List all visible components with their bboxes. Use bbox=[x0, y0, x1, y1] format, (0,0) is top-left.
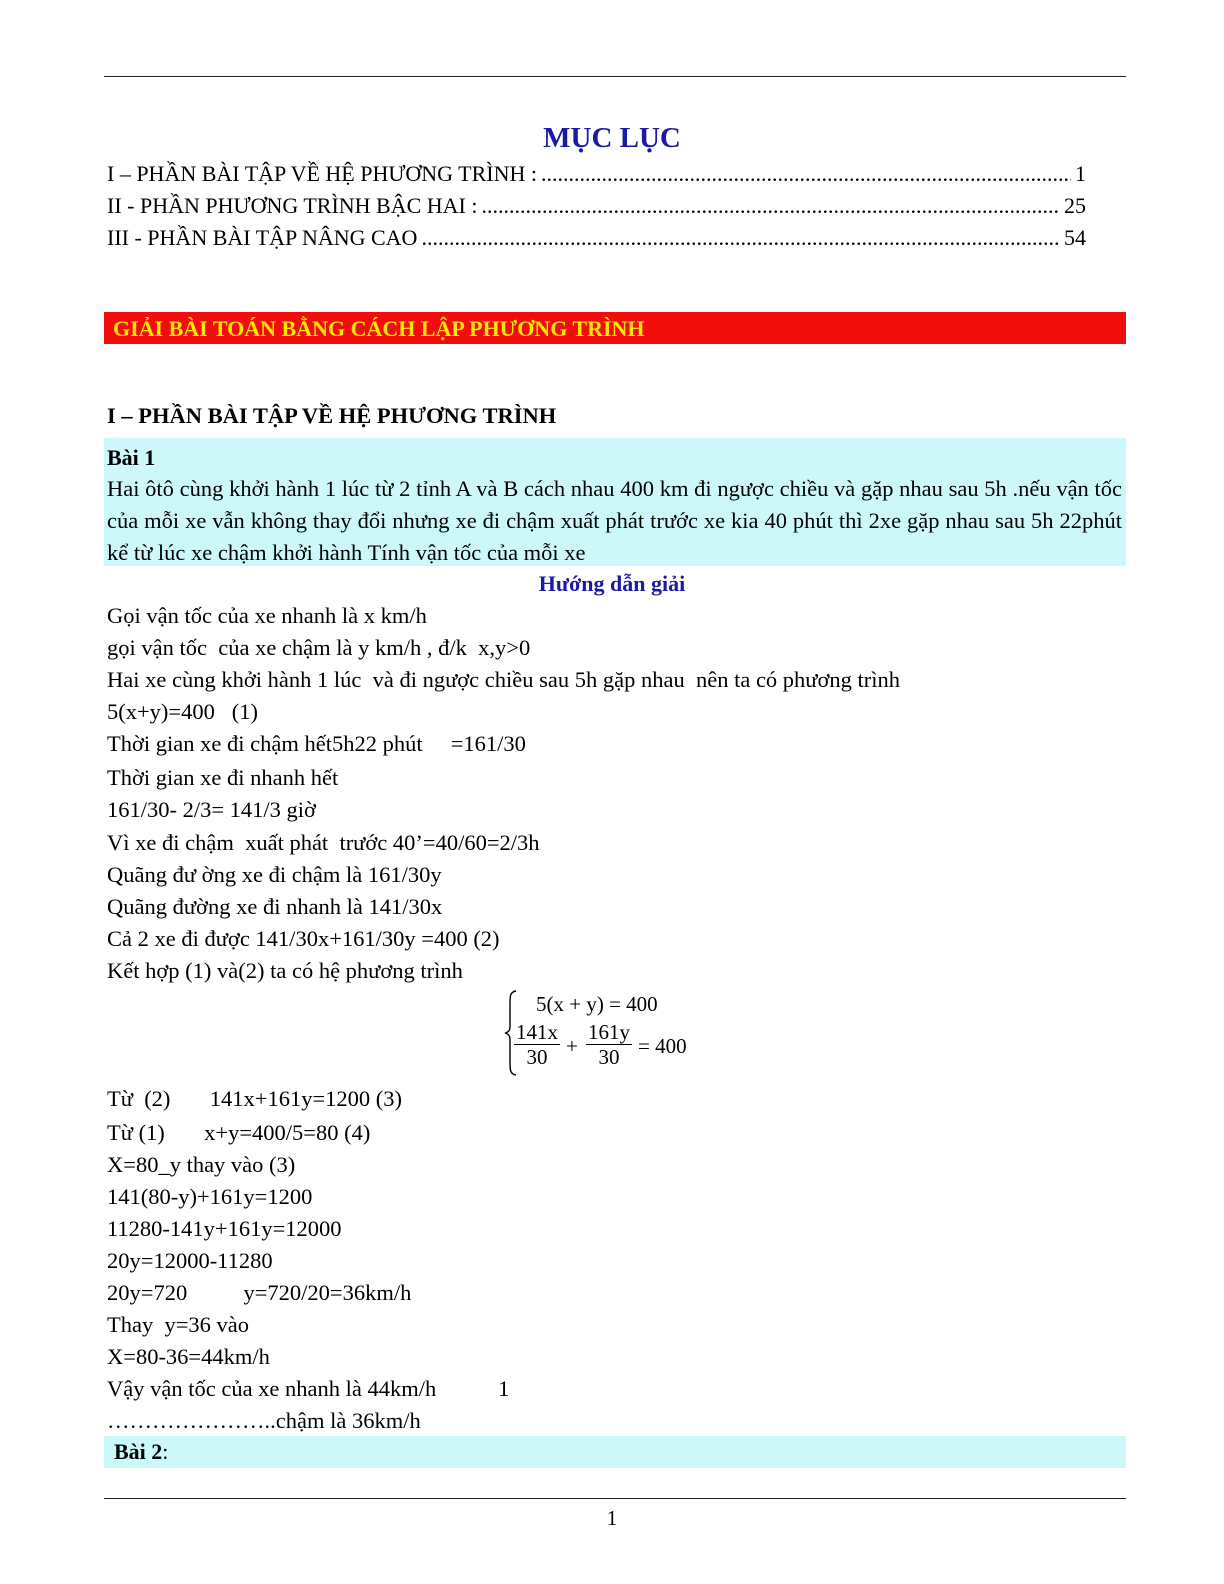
solution-line: Gọi vận tốc của xe nhanh là x km/h bbox=[107, 603, 427, 628]
toc-entry-label: III - PHẦN BÀI TẬP NÂNG CAO bbox=[107, 225, 418, 250]
problem-2-colon: : bbox=[162, 1439, 169, 1464]
toc-entry-1[interactable] bbox=[107, 158, 1086, 190]
toc-entry-label: I – PHẦN BÀI TẬP VỀ HỆ PHƯƠNG TRÌNH : bbox=[107, 161, 537, 186]
equation-1: 5(x + y) = 400 bbox=[536, 992, 658, 1016]
solution-line: 141(80-y)+161y=1200 bbox=[107, 1184, 313, 1209]
equation-system bbox=[504, 990, 714, 1076]
problem-1-text: Hai ôtô cùng khởi hành 1 lúc từ 2 tỉnh A và B cách nhau 400 km đi ngược chiều và gặp nhau sau 5h .nếu vận tốc của mỗi xe vẫn không thay đổi nhưng xe đi chậm xuất phát trước xe kia 40 phút thì 2xe gặp nhau sau 5h 22phút kể từ lúc xe chậm khởi hành Tính vận tốc của mỗi xe bbox=[107, 476, 1122, 565]
solution-line: 5(x+y)=400 (1) bbox=[107, 699, 258, 724]
toc-entry-3[interactable] bbox=[107, 222, 1086, 254]
fraction-denominator: 30 bbox=[598, 1045, 620, 1069]
solution-line: Vì xe đi chậm xuất phát trước 40’=40/60=2/3h bbox=[107, 830, 540, 855]
solution-line: …………………..chậm là 36km/h bbox=[107, 1408, 421, 1433]
fraction-numerator: 141x bbox=[516, 1020, 558, 1044]
solution-line: 161/30- 2/3= 141/3 giờ bbox=[107, 797, 316, 822]
solution-line: Quãng đư ờng xe đi chậm là 161/30y bbox=[107, 862, 442, 887]
fraction-denominator: 30 bbox=[526, 1045, 548, 1069]
toc-leader-dots bbox=[482, 190, 1061, 222]
equation-2-rhs: = 400 bbox=[638, 1034, 687, 1058]
section-heading: I – PHẦN BÀI TẬP VỀ HỆ PHƯƠNG TRÌNH bbox=[107, 403, 557, 428]
fraction-141x-over-30 bbox=[514, 1020, 560, 1069]
toc-entry-page: 25 bbox=[1064, 193, 1086, 218]
header-rule bbox=[104, 76, 1126, 77]
fraction-161y-over-30 bbox=[586, 1020, 632, 1069]
chapter-banner: GIẢI BÀI TOÁN BẰNG CÁCH LẬP PHƯƠNG TRÌNH bbox=[104, 312, 1126, 344]
solution-line: 20y=720 y=720/20=36km/h bbox=[107, 1280, 412, 1305]
toc-entry-page: 1 bbox=[1075, 161, 1086, 186]
toc-leader-dots bbox=[541, 158, 1071, 190]
plus-sign: + bbox=[566, 1034, 578, 1058]
problem-2-box bbox=[104, 1436, 1126, 1468]
solution-line: Vậy vận tốc của xe nhanh là 44km/h 1 bbox=[107, 1376, 510, 1401]
fraction-numerator: 161y bbox=[588, 1020, 630, 1044]
toc-leader-dots bbox=[421, 222, 1060, 254]
footer-rule bbox=[104, 1498, 1126, 1499]
toc-title: MỤC LỤC bbox=[543, 122, 681, 154]
solution-line: Từ (1) x+y=400/5=80 (4) bbox=[107, 1120, 371, 1145]
solution-line: Thời gian xe đi chậm hết5h22 phút =161/30 bbox=[107, 731, 526, 756]
solution-line: Từ (2) 141x+161y=1200 (3) bbox=[107, 1086, 403, 1111]
solution-line: gọi vận tốc của xe chậm là y km/h , đ/k x,y>0 bbox=[107, 635, 531, 660]
solution-line: Hai xe cùng khởi hành 1 lúc và đi ngược chiều sau 5h gặp nhau nên ta có phương trình bbox=[107, 667, 901, 692]
solution-line: Thời gian xe đi nhanh hết bbox=[107, 765, 339, 790]
problem-2-label: Bài 2 bbox=[114, 1439, 163, 1464]
page-number: 1 bbox=[606, 1506, 618, 1530]
solution-line: 11280-141y+161y=12000 bbox=[107, 1216, 342, 1241]
solution-line: X=80-36=44km/h bbox=[107, 1344, 270, 1369]
solution-line: X=80_y thay vào (3) bbox=[107, 1152, 296, 1177]
problem-1-box bbox=[104, 438, 1126, 566]
solution-line: Cả 2 xe đi được 141/30x+161/30y =400 (2) bbox=[107, 926, 500, 951]
toc-entry-2[interactable] bbox=[107, 190, 1086, 222]
solution-line: Kết hợp (1) và(2) ta có hệ phương trình bbox=[107, 958, 463, 983]
solution-line: Quãng đường xe đi nhanh là 141/30x bbox=[107, 894, 443, 919]
problem-1-label: Bài 1 bbox=[107, 445, 156, 470]
solution-line: 20y=12000-11280 bbox=[107, 1248, 273, 1273]
toc-entry-page: 54 bbox=[1064, 225, 1086, 250]
toc-entry-label: II - PHẦN PHƯƠNG TRÌNH BẬC HAI : bbox=[107, 193, 478, 218]
solution-line: Thay y=36 vào bbox=[107, 1312, 250, 1337]
solution-guide-title: Hướng dẫn giải bbox=[538, 571, 686, 596]
